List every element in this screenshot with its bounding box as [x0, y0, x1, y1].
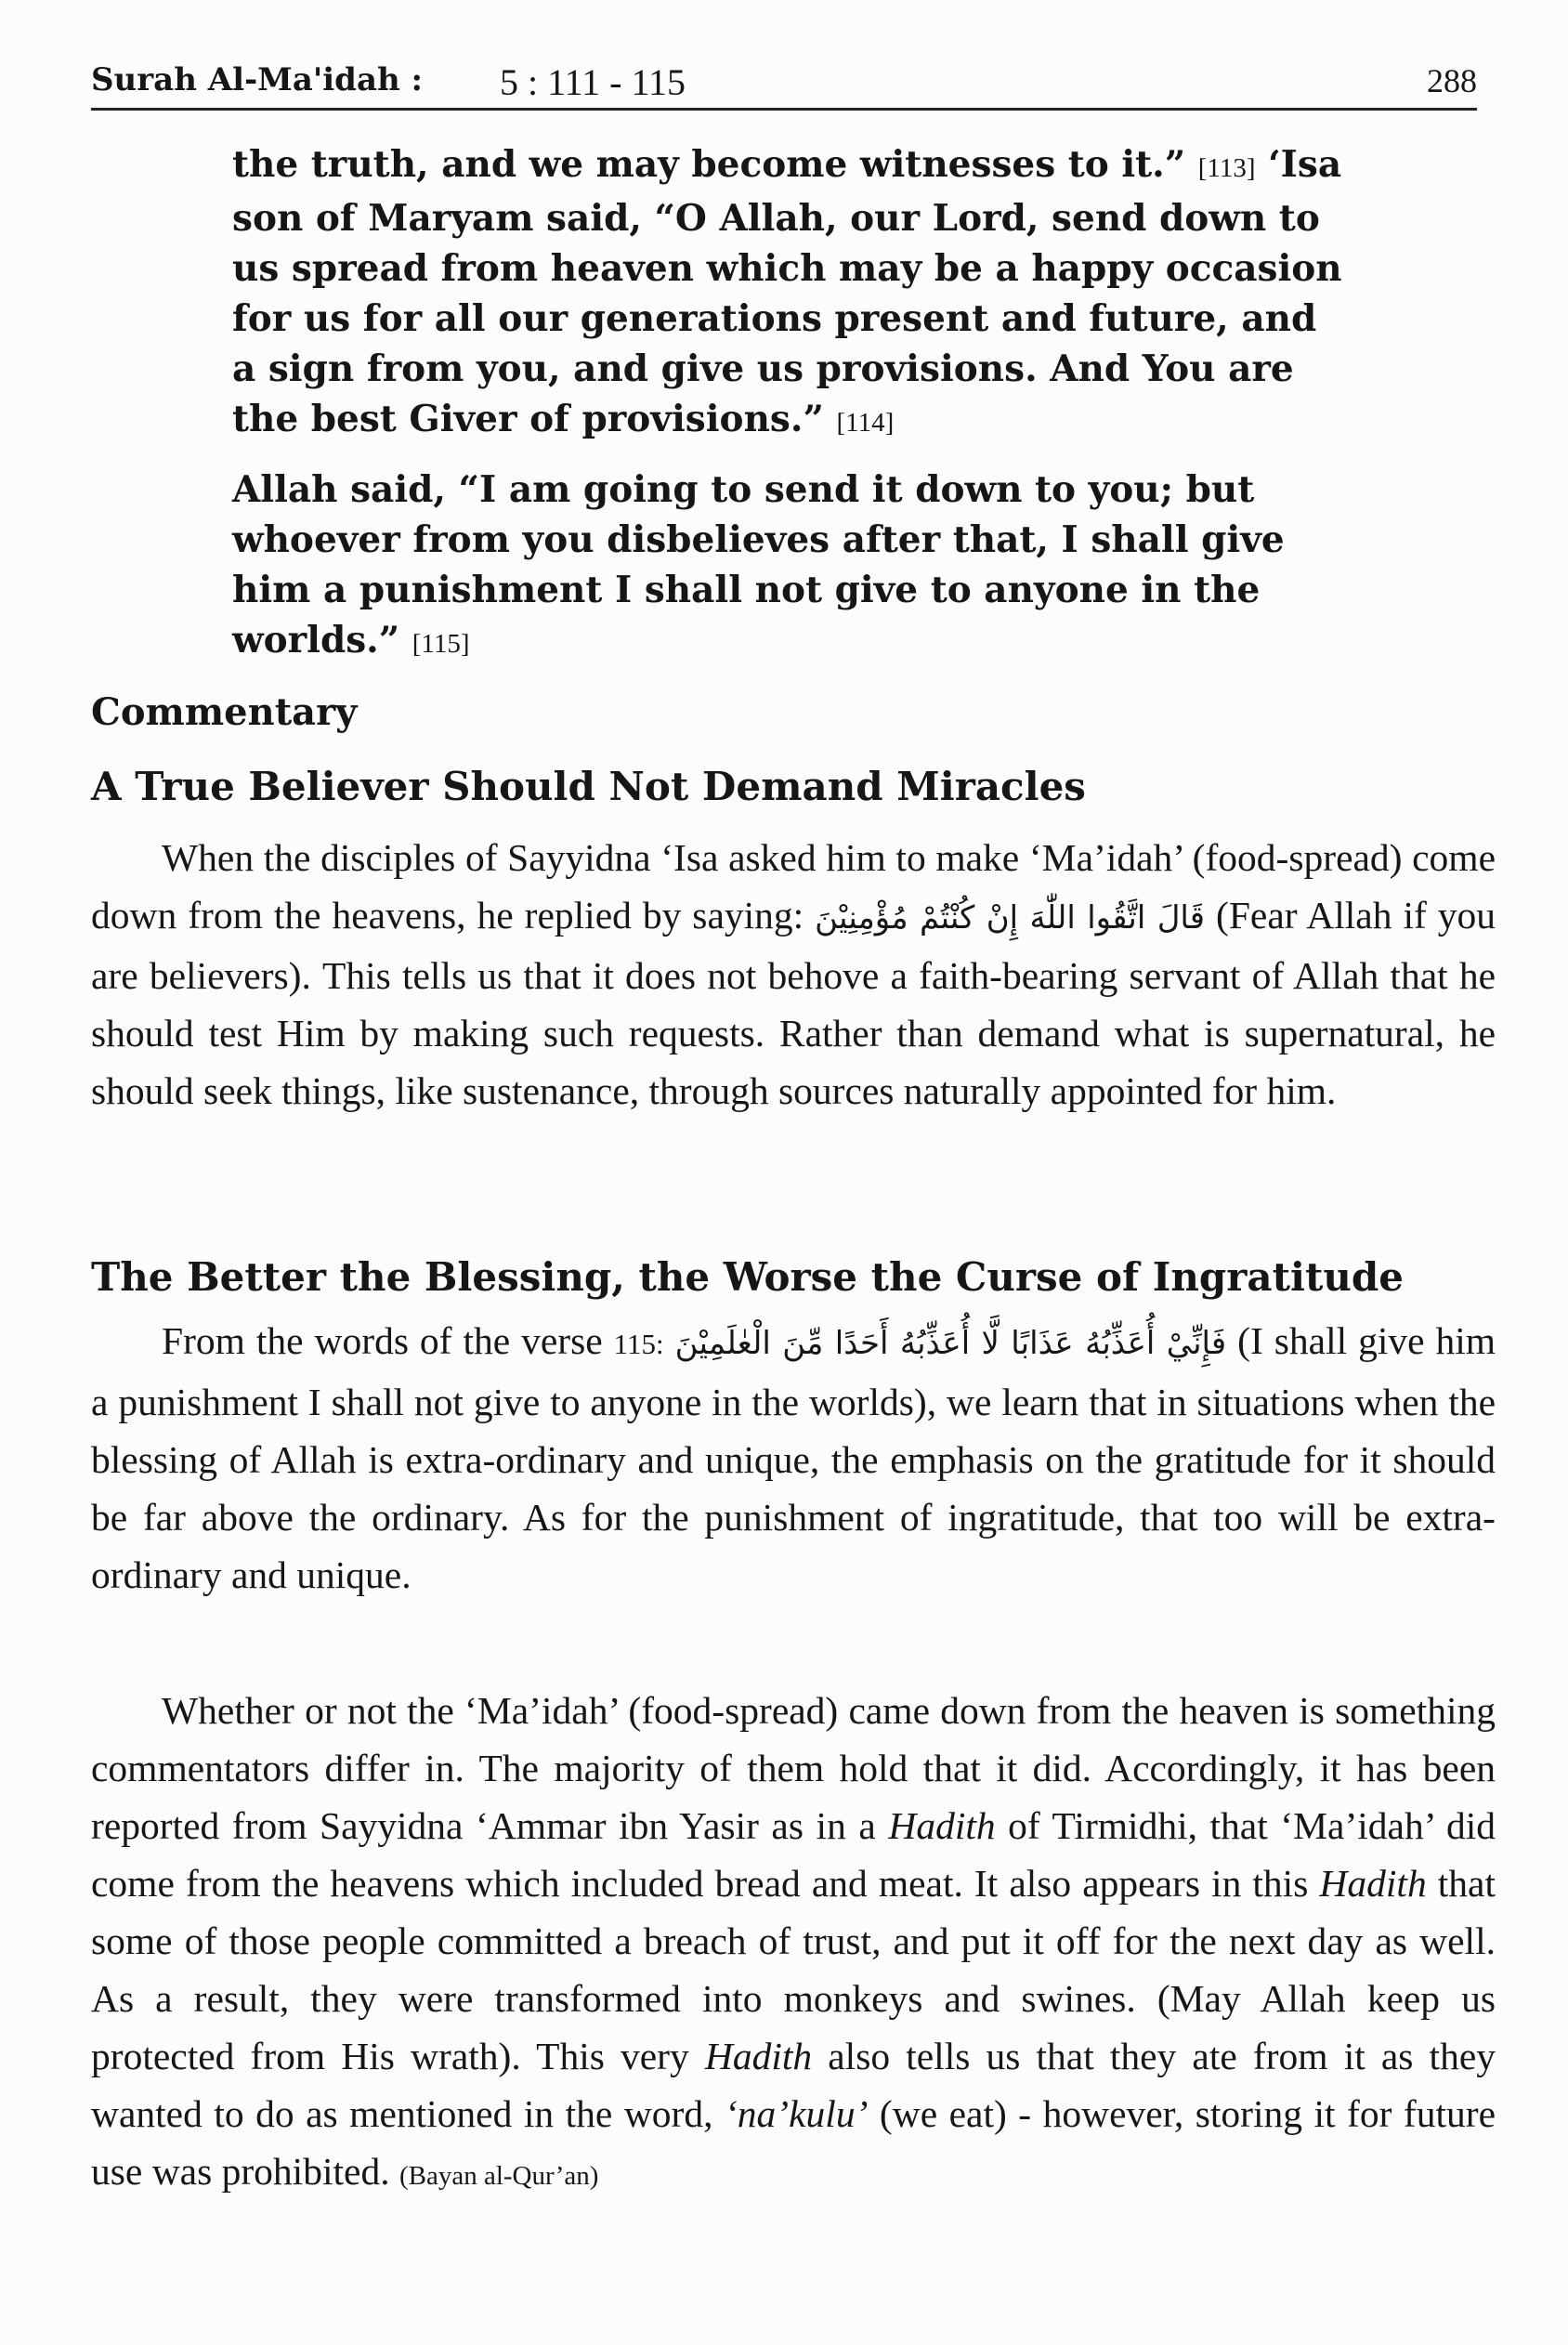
page-number: 288: [1427, 62, 1477, 99]
hadith-term: Hadith: [888, 1804, 996, 1847]
source-citation: (Bayan al-Qur’an): [399, 2161, 599, 2191]
paragraph-text: also tells us that they ate from it as they wanted to do as mentioned in the word,: [91, 2035, 1496, 2135]
commentary-label: Commentary: [91, 690, 358, 734]
section-heading: A True Believer Should Not Demand Miracles: [91, 764, 1086, 809]
commentary-paragraph: [91, 1312, 1496, 1604]
hadith-term: Hadith: [704, 2035, 813, 2077]
section-heading: The Better the Blessing, the Worse the Curse of Ingratitude: [91, 1254, 1404, 1300]
paragraph-text: that some of those people committed a breach of trust, and put it off for the next day as well. As a result, they were transformed into monkeys and swines. (May Allah keep us protected from His wrath). This very: [91, 1862, 1496, 2077]
translation-text: Allah said, “I am going to send it down to you; but whoever from you disbelieves after that, I shall give him a punishment I shall not give to anyone in the worlds.”: [232, 468, 1285, 662]
commentary-paragraph: [91, 1682, 1496, 2205]
running-header: [91, 54, 1477, 111]
surah-title: Surah Al-Ma'idah :: [91, 61, 424, 98]
translation-block-1: [232, 139, 1347, 448]
commentary-paragraph: [91, 829, 1496, 1120]
verse-number: [113]: [1197, 153, 1256, 183]
arabic-quote: قَالَ اتَّقُوا اللّٰهَ إِنْ كُنْتُمْ مُؤْمِنِيْنَ: [815, 899, 1206, 937]
paragraph-text: (I shall give him a punishment I shall not give to anyone in the worlds), we learn that in situations when the blessing of Allah is extra-ordinary and unique, the emphasis on the gratitude for it should be far above the ordinary. As for the punishment of ingratitude, that too will be extra-ordinary and unique.: [91, 1319, 1496, 1596]
translation-text: the truth, and we may become witnesses to it.”: [232, 143, 1186, 186]
hadith-term: Hadith: [1319, 1862, 1427, 1905]
arabic-quote: فَإِنِّيْ أُعَذِّبُهُ عَذَابًا لَّا أُعَذِّبُهُ أَحَدًا مِّنَ الْعٰلَمِيْنَ: [674, 1325, 1227, 1362]
paragraph-text: From the words of the verse: [162, 1319, 603, 1362]
verse-number: [115]: [412, 629, 470, 659]
paragraph-text: (we eat) - however, storing it for future use was prohibited.: [91, 2092, 1496, 2193]
translation-block-2: [232, 465, 1347, 669]
paragraph-text: Whether or not the ‘Ma’idah’ (food-spread) came down from the heaven is something commentators differ in. The majority of them hold that it did. Accordingly, it has been reported from Sayyidna ‘Ammar ibn Yasir as in a: [91, 1689, 1496, 1847]
translation-text: ‘Isa son of Maryam said, “O Allah, our Lord, send down to us spread from heaven which may be a happy occasion for us for all our generations present and future, and a sign from you, and give us provisions. And You are the best Giver of provisions.”: [232, 143, 1342, 440]
paragraph-text: (Fear Allah if you are believers). This tells us that it does not behove a faith-bearing servant of Allah that he should test Him by making such requests. Rather than demand what is supernatural, he should seek things, like sustenance, through sources naturally appointed for him.: [91, 894, 1496, 1112]
paragraph-text: of Tirmidhi, that ‘Ma’idah’ did come from the heavens which included bread and meat. It also appears in this: [91, 1804, 1496, 1905]
quoted-word: ‘na’kulu’: [724, 2092, 869, 2135]
verse-range: 5 : 111 - 115: [500, 61, 686, 103]
verse-number: 115:: [613, 1328, 664, 1360]
paragraph-text: When the disciples of Sayyidna ‘Isa asked him to make ‘Ma’idah’ (food-spread) come down from the heavens, he replied by saying:: [91, 836, 1496, 937]
verse-number: [114]: [836, 408, 895, 438]
